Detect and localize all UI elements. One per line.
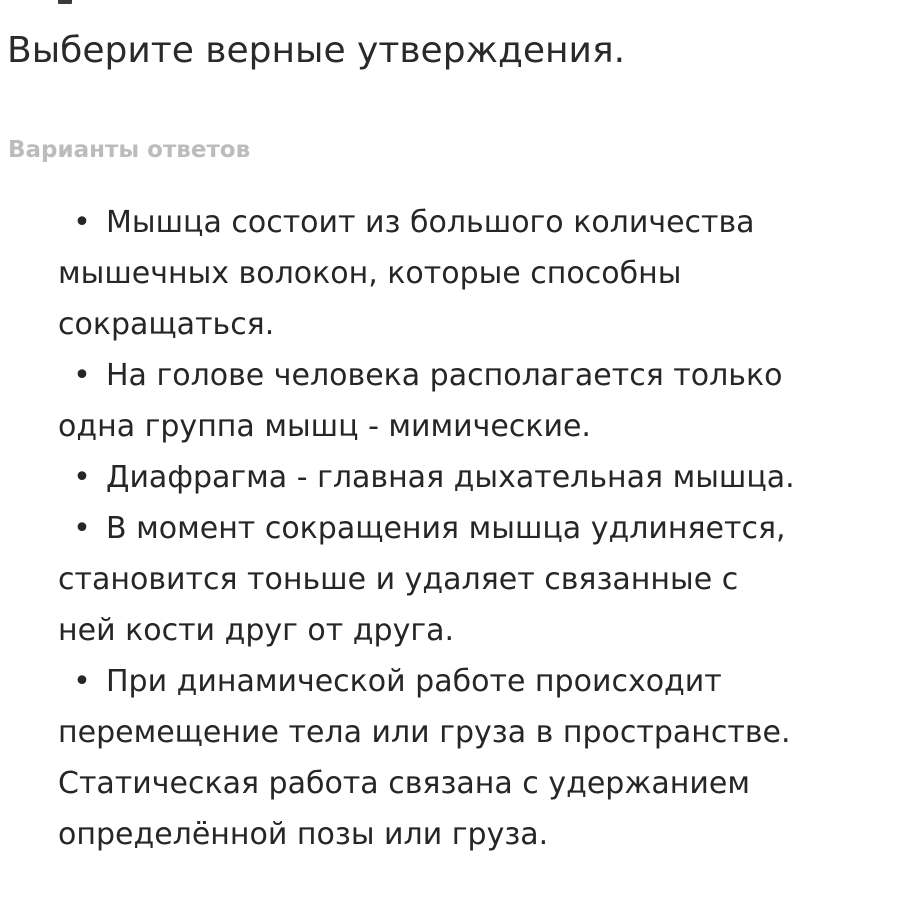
answer-option-line: На голове человека располагается только <box>106 358 783 393</box>
answer-option-line: В момент сокращения мышца удлиняется, <box>106 511 786 546</box>
bullet-icon: • <box>73 511 91 546</box>
bullet-icon: • <box>73 460 91 495</box>
bullet-icon: • <box>73 358 91 393</box>
answer-option-5[interactable] <box>58 656 888 860</box>
answer-option-line: Диафрагма - главная дыхательная мышца. <box>106 460 795 495</box>
answer-option-2[interactable] <box>58 350 888 452</box>
answer-option-line: одна группа мышц - мимические. <box>58 409 591 444</box>
answer-option-line: определённой позы или груза. <box>58 817 549 852</box>
bullet-icon: • <box>73 664 91 699</box>
answer-option-1[interactable] <box>58 197 888 350</box>
answers-section-label: Варианты ответов <box>8 137 251 163</box>
answer-option-line: Статическая работа связана с удержанием <box>58 766 750 801</box>
answer-option-line: перемещение тела или груза в пространстве. <box>58 715 791 750</box>
answer-option-3[interactable] <box>58 452 888 503</box>
bullet-icon: • <box>73 205 91 240</box>
answer-option-line: сокращаться. <box>58 307 275 342</box>
previous-content-fragment <box>58 0 98 4</box>
answer-option-line: При динамической работе происходит <box>106 664 722 699</box>
answer-option-line: ней кости друг от друга. <box>58 613 455 648</box>
answer-options-list <box>58 197 888 860</box>
answer-option-4[interactable] <box>58 503 888 656</box>
answer-option-line: становится тоньше и удаляет связанные с <box>58 562 739 597</box>
answer-option-line: мышечных волокон, которые способны <box>58 256 682 291</box>
question-text: Выберите верные утверждения. <box>7 30 626 71</box>
answer-option-line: Мышца состоит из большого количества <box>106 205 755 240</box>
